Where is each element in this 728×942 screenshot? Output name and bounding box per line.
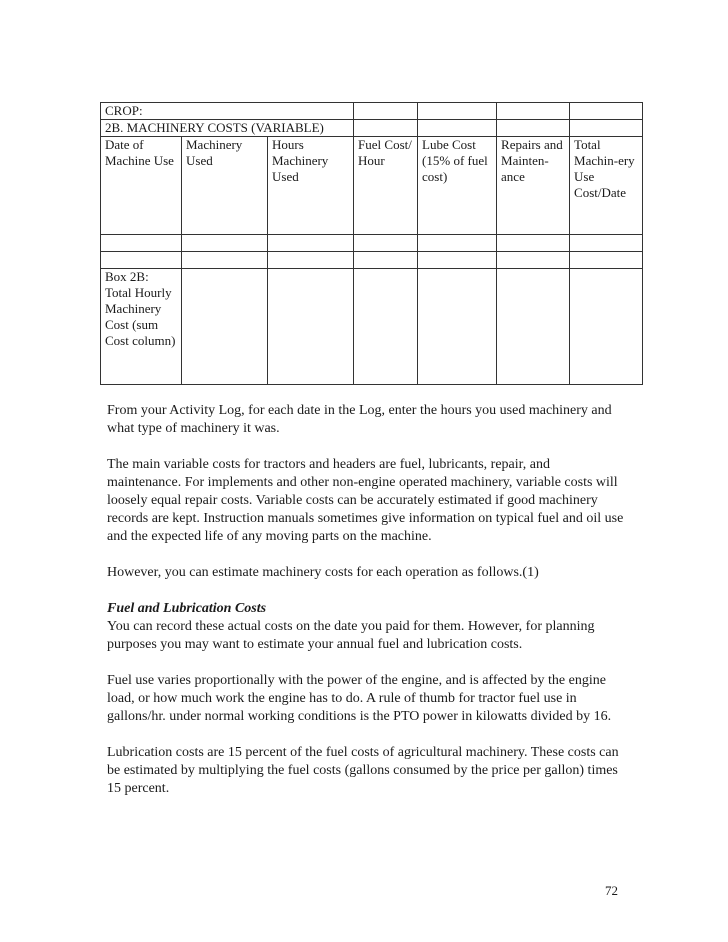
- machinery-costs-table: [100, 102, 643, 385]
- table-cell[interactable]: [354, 269, 418, 385]
- table-cell[interactable]: [354, 235, 418, 252]
- section-title: 2B. MACHINERY COSTS (VARIABLE): [101, 120, 354, 137]
- table-header-row: [101, 137, 643, 235]
- table-cell: [570, 103, 643, 120]
- table-cell: [418, 103, 497, 120]
- paragraph-activity-log: From your Activity Log, for each date in the Log, enter the hours you used machinery and what type of machinery it was.: [107, 403, 612, 436]
- table-cell[interactable]: [570, 252, 643, 269]
- table-row-box-2b: [101, 269, 643, 385]
- table-cell[interactable]: [497, 252, 570, 269]
- table-cell: [354, 103, 418, 120]
- paragraph-variable-costs: The main variable costs for tractors and headers are fuel, lubricants, repair, and maintenance. For implements and other non-engine operated machinery, variable costs will loosely equal repair costs. Variable costs can be accurately estimated if good machinery records are kept. Instruction manuals sometimes give information on typical fuel and oil use and the expected life of any moving parts on the machine.: [107, 457, 624, 544]
- column-header-date: Date of Machine Use: [101, 137, 182, 235]
- table-cell[interactable]: [101, 235, 182, 252]
- table-row: [101, 235, 643, 252]
- table-row: [101, 252, 643, 269]
- table-cell[interactable]: [268, 235, 354, 252]
- table-cell[interactable]: [497, 235, 570, 252]
- box-2b-label: Box 2B: Total Hourly Machinery Cost (sum Cost column): [101, 269, 182, 385]
- table-cell[interactable]: [497, 269, 570, 385]
- table-cell[interactable]: [418, 235, 497, 252]
- column-header-total: Total Machin-ery Use Cost/Date: [570, 137, 643, 235]
- table-cell[interactable]: [268, 269, 354, 385]
- paragraph-record-costs: You can record these actual costs on the date you paid for them. However, for planning purposes you may want to estimate your annual fuel and lubrication costs.: [107, 619, 595, 652]
- page-number: 72: [605, 883, 618, 898]
- paragraph-fuel-use: Fuel use varies proportionally with the power of the engine, and is affected by the engine load, or how much work the engine has to do. A rule of thumb for tractor fuel use in gallons/hr. under normal working conditions is the PTO power in kilowatts divided by 16.: [107, 673, 612, 724]
- table-cell[interactable]: [182, 252, 268, 269]
- table-cell[interactable]: [354, 252, 418, 269]
- table-cell: [570, 120, 643, 137]
- heading-fuel-lubrication: Fuel and Lubrication Costs: [107, 601, 267, 616]
- table-cell[interactable]: [182, 235, 268, 252]
- column-header-fuel-cost: Fuel Cost/ Hour: [354, 137, 418, 235]
- column-header-lube-cost: Lube Cost (15% of fuel cost): [418, 137, 497, 235]
- column-header-machinery: Machinery Used: [182, 137, 268, 235]
- table-cell: [418, 120, 497, 137]
- table-cell: [354, 120, 418, 137]
- table-cell: [497, 120, 570, 137]
- paragraph-lubrication: Lubrication costs are 15 percent of the fuel costs of agricultural machinery. These costs can be estimated by multiplying the fuel costs (gallons consumed by the price per gallon) times 15 percent.: [107, 745, 619, 796]
- column-header-hours: Hours Machinery Used: [268, 137, 354, 235]
- column-header-repairs: Repairs and Mainten-ance: [497, 137, 570, 235]
- table-cell[interactable]: [182, 269, 268, 385]
- table-cell[interactable]: [418, 252, 497, 269]
- crop-label: CROP:: [101, 103, 354, 120]
- table-cell[interactable]: [570, 235, 643, 252]
- table-row-section-title: [101, 120, 643, 137]
- paragraph-estimate: However, you can estimate machinery costs for each operation as follows.(1): [107, 565, 539, 580]
- table-cell[interactable]: [101, 252, 182, 269]
- body-text: [107, 402, 627, 816]
- table-row-crop: [101, 103, 643, 120]
- table-cell[interactable]: [570, 269, 643, 385]
- table-cell[interactable]: [268, 252, 354, 269]
- table-cell: [497, 103, 570, 120]
- table-cell[interactable]: [418, 269, 497, 385]
